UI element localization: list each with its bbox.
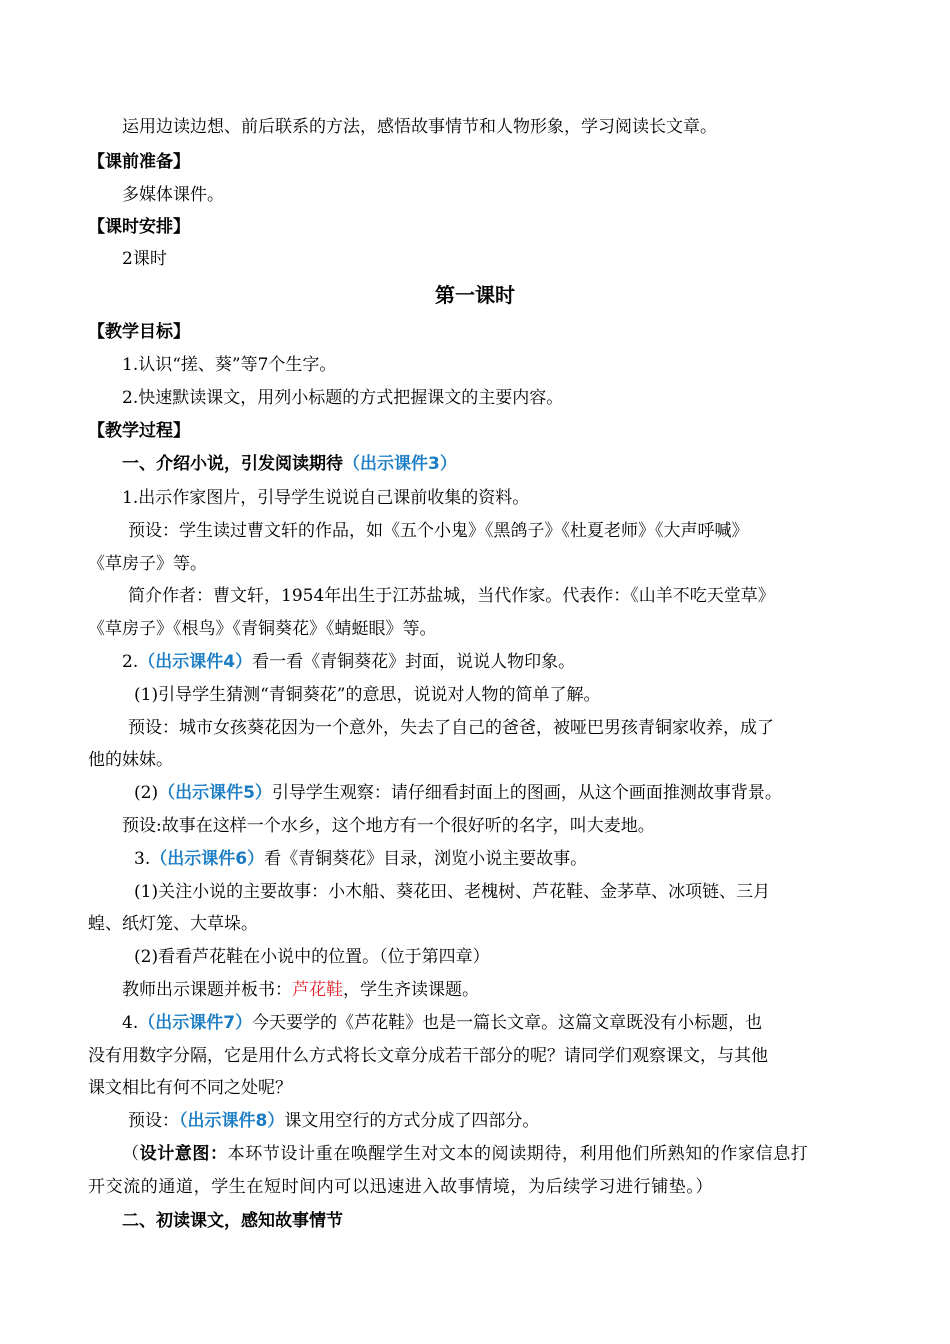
item-number: 3. <box>134 849 151 869</box>
paragraph: (1)引导学生猜测“青铜葵花”的意思，说说对人物的简单了解。 <box>134 685 601 705</box>
paragraph: 1.出示作家图片，引导学生说说自己课前收集的资料。 <box>122 488 530 508</box>
courseware-tag: （出示课件7） <box>138 1013 253 1033</box>
schedule-text: 2课时 <box>122 249 167 269</box>
goal-item: 1.认识“搓、葵”等7个生字。 <box>122 355 337 375</box>
paragraph: 简介作者：曹文轩，1954年出生于江苏盐城，当代作家。代表作：《山羊不吃天堂草》 <box>128 586 775 606</box>
paragraph: (2)看看芦花鞋在小说中的位置。（位于第四章） <box>134 947 490 967</box>
paragraph: 预设：城市女孩葵花因为一个意外，失去了自己的爸爸，被哑巴男孩青铜家收养，成了 <box>128 718 774 738</box>
paragraph-continued: 课文相比有何不同之处呢？ <box>88 1078 292 1098</box>
item-number: (2) <box>134 783 159 803</box>
paragraph <box>122 979 902 1001</box>
item-text: 今天要学的《芦花鞋》也是一篇长文章。这篇文章既没有小标题，也 <box>252 1013 763 1033</box>
paragraph-continued: 《草房子》等。 <box>88 554 207 574</box>
section1-title: 一、介绍小说，引发阅读期待 <box>122 454 343 474</box>
paragraph <box>122 1012 902 1034</box>
courseware-tag: （出示课件5） <box>158 783 272 803</box>
item-text: 看《青铜葵花》目录，浏览小说主要故事。 <box>264 849 588 869</box>
courseware-tag: （出示课件4） <box>138 652 253 672</box>
goals-heading: 【教学目标】 <box>88 322 190 342</box>
paragraph-continued: 没有用数字分隔，它是用什么方式将长文章分成若干部分的呢？请同学们观察课文，与其他 <box>88 1046 768 1066</box>
process-heading: 【教学过程】 <box>88 421 190 441</box>
schedule-heading: 【课时安排】 <box>88 217 190 237</box>
design-text: 本环节设计重在唤醒学生对文本的阅读期待，利用他们所熟知的作家信息打 <box>227 1144 809 1164</box>
method-text: 运用边读边想、前后联系的方法，感悟故事情节和人物形象，学习阅读长文章。 <box>122 117 717 137</box>
paragraph <box>134 782 914 804</box>
text-before: 预设： <box>128 1111 179 1131</box>
courseware-tag: （出示课件8） <box>179 1111 285 1131</box>
goal-item: 2.快速默读课文，用列小标题的方式把握课文的主要内容。 <box>122 388 564 408</box>
courseware-tag: （出示课件6） <box>150 849 265 869</box>
item-text: 看一看《青铜葵花》封面，说说人物印象。 <box>252 652 576 672</box>
paragraph: (1)关注小说的主要故事：小木船、葵花田、老槐树、芦花鞋、金茅草、冰项链、三月 <box>134 882 771 902</box>
item-number: 2. <box>122 652 139 672</box>
item-text: 引导学生观察：请仔细看封面上的图画，从这个画面推测故事背景。 <box>271 783 782 803</box>
lesson-title: 第一课时 <box>435 283 515 307</box>
prep-heading: 【课前准备】 <box>88 152 190 172</box>
paragraph-continued: 他的妹妹。 <box>88 750 173 770</box>
item-number: 4. <box>122 1013 139 1033</box>
prep-text: 多媒体课件。 <box>122 185 224 205</box>
paren-open: （ <box>122 1144 140 1164</box>
text-after: ，学生齐读课题。 <box>343 980 479 1000</box>
paragraph: 预设:故事在这样一个水乡，这个地方有一个很好听的名字，叫大麦地。 <box>122 816 655 836</box>
paragraph <box>122 651 902 673</box>
courseware-tag: （出示课件3） <box>343 454 457 474</box>
paragraph <box>134 848 914 870</box>
design-intent <box>122 1143 902 1165</box>
lesson-title-highlight: 芦花鞋 <box>292 980 343 1000</box>
paragraph: 预设：学生读过曹文轩的作品，如《五个小鬼》《黑鸽子》《杜夏老师》《大声呼喊》 <box>128 521 749 541</box>
paragraph-continued: 开交流的通道，学生在短时间内可以迅速进入故事情境，为后续学习进行铺垫。） <box>88 1177 714 1197</box>
paragraph-continued: 《草房子》《根鸟》《青铜葵花》《蜻蜓眼》等。 <box>88 619 437 639</box>
paragraph <box>128 1110 908 1132</box>
design-label: 设计意图： <box>139 1144 228 1164</box>
paragraph-continued: 蝗、纸灯笼、大草垛。 <box>88 914 258 934</box>
text-after: 课文用空行的方式分成了四部分。 <box>284 1111 540 1131</box>
section2-heading: 二、初读课文，感知故事情节 <box>122 1211 343 1231</box>
text-before: 教师出示课题并板书： <box>122 980 292 1000</box>
section1-heading <box>122 453 902 475</box>
